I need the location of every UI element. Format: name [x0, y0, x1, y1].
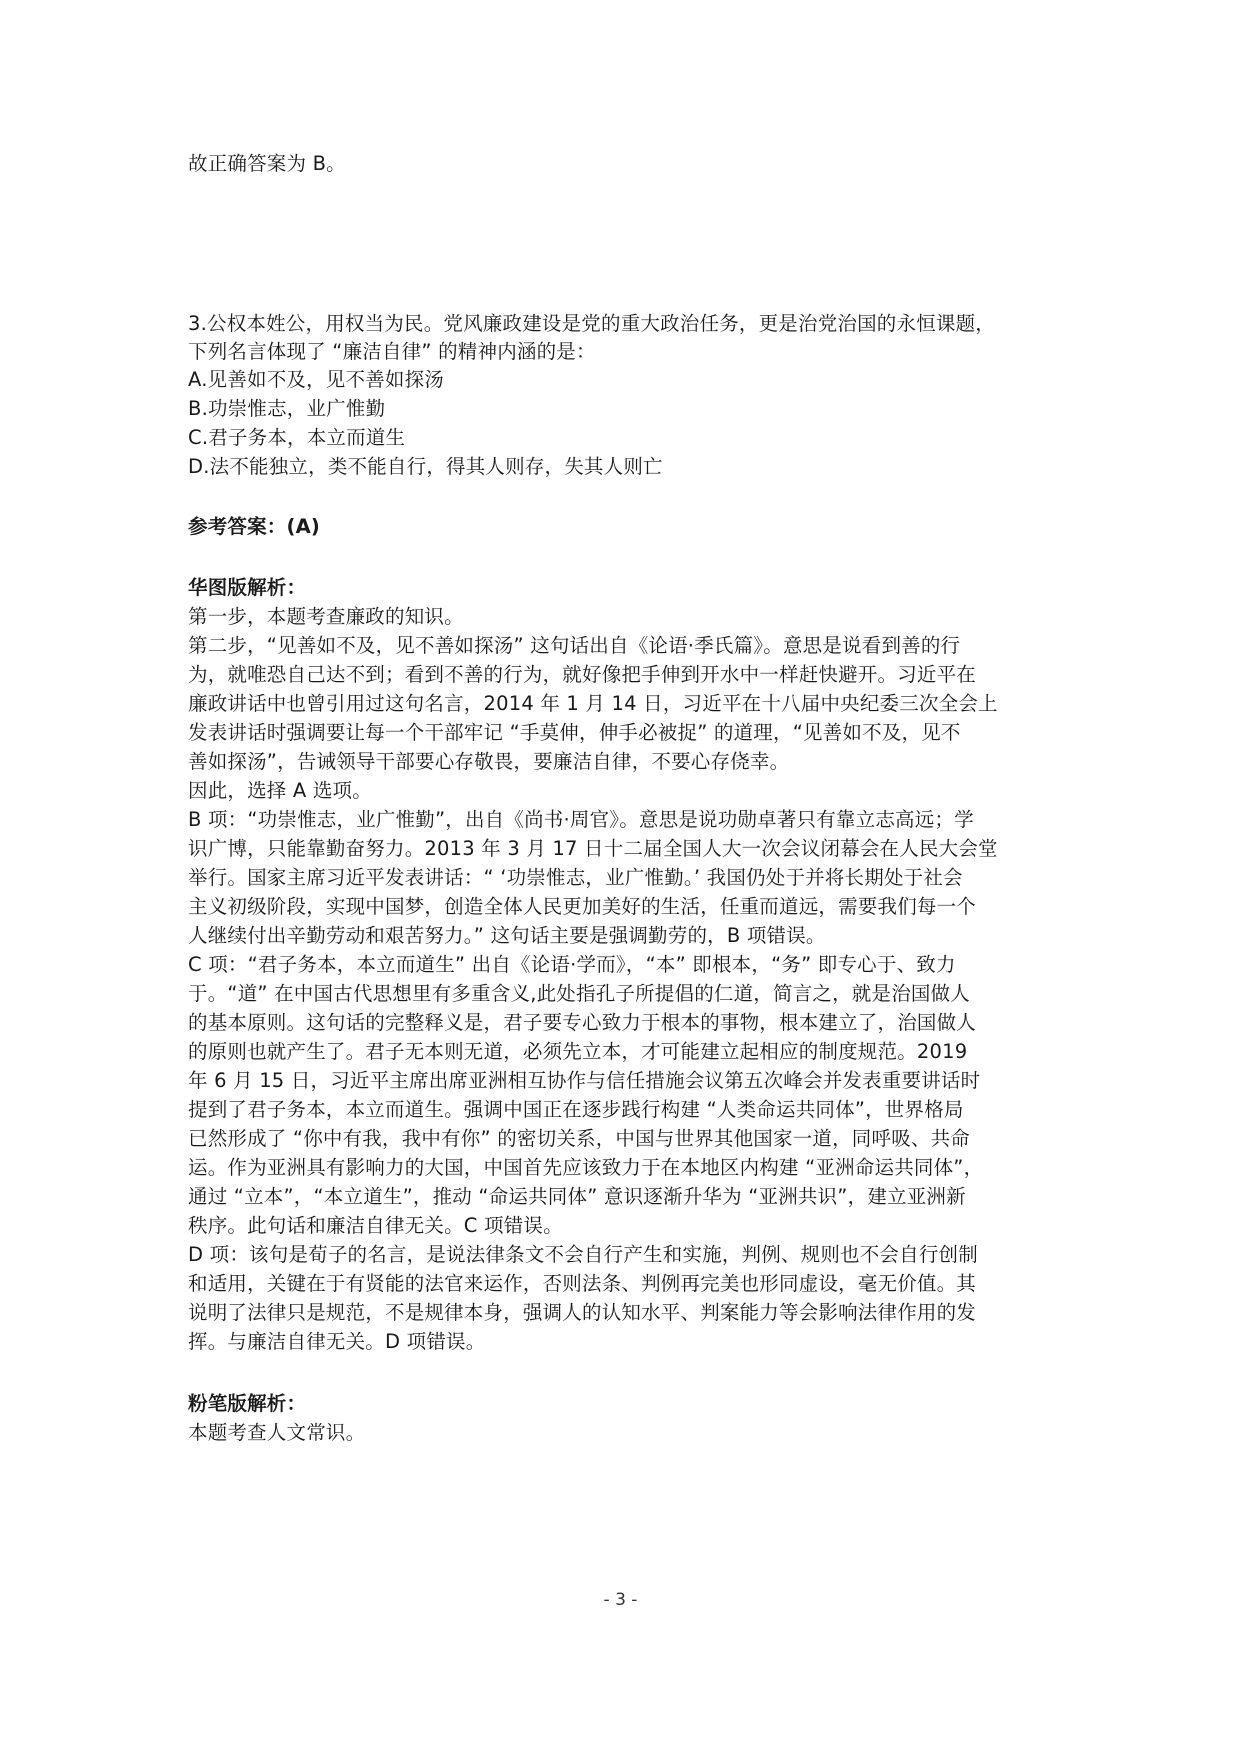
huatu-line: 善如探汤”，告诫领导干部要心存敬畏，要廉洁自律，不要心存侥幸。 [188, 750, 790, 773]
huatu-line: 说明了法律只是规范，不是规律本身，强调人的认知水平、判案能力等会影响法律作用的发 [188, 1301, 977, 1324]
question-stem-line-2: 下列名言体现了 “廉洁自律” 的精神内涵的是： [188, 340, 596, 363]
huatu-line: 主义初级阶段，实现中国梦，创造全体人民更加美好的生活，任重而道远，需要我们每一个 [188, 895, 977, 918]
huatu-line: 廉政讲话中也曾引用过这句名言，2014 年 1 月 14 日，习近平在十八届中央纪委三次全会上 [188, 692, 998, 715]
huatu-line: 和适用，关键在于有贤能的法官来运作，否则法条、判例再完美也形同虚设，毫无价值。其 [188, 1272, 977, 1295]
huatu-line: 第二步，“见善如不及，见不善如探汤” 这句话出自《论语·季氏篇》。意思是说看到善的行 [188, 634, 961, 657]
huatu-line: 的基本原则。这句话的完整释义是，君子要专心致力于根本的事物，根本建立了，治国做人 [188, 1011, 977, 1034]
huatu-line: 为，就唯恐自己达不到；看到不善的行为，就好像把手伸到开水中一样赶快避开。习近平在 [188, 663, 977, 686]
huatu-line: 年 6 月 15 日，习近平主席出席亚洲相互协作与信任措施会议第五次峰会并发表重要讲话时 [188, 1069, 981, 1092]
option-c: C.君子务本，本立而道生 [188, 426, 406, 449]
huatu-line: 通过 “立本”，“本立道生”，推动 “命运共同体” 意识逐渐升华为 “亚洲共识”，建立亚洲新 [188, 1185, 966, 1208]
huatu-line: 已然形成了 “你中有我，我中有你” 的密切关系，中国与世界其他国家一道，同呼吸、共命 [188, 1127, 971, 1150]
fenbi-line: 本题考查人文常识。 [188, 1421, 366, 1444]
huatu-line: 挥。与廉洁自律无关。D 项错误。 [188, 1330, 486, 1353]
huatu-line: 举行。国家主席习近平发表讲话：“ ‘功崇惟志，业广惟勤。’ 我国仍处于并将长期处于社会 [188, 866, 963, 889]
option-a: A.见善如不及，见不善如探汤 [188, 368, 444, 391]
page-number: - 3 - [603, 1590, 638, 1610]
huatu-line: 运。作为亚洲具有影响力的大国，中国首先应该致力于在本地区内构建 “亚洲命运共同体”， [188, 1156, 984, 1179]
huatu-line: 因此，选择 A 选项。 [188, 779, 372, 802]
huatu-analysis-heading: 华图版解析： [188, 576, 307, 599]
huatu-line: D 项：该句是荀子的名言，是说法律条文不会自行产生和实施，判例、规则也不会自行创制 [188, 1243, 978, 1266]
huatu-line: 发表讲话时强调要让每一个干部牢记 “手莫伸，伸手必被捉” 的道理，“见善如不及，见不 [188, 721, 961, 744]
previous-answer-conclusion: 故正确答案为 B。 [188, 152, 346, 175]
huatu-line: 人继续付出辛勤劳动和艰苦努力。” 这句话主要是强调勤劳的，B 项错误。 [188, 924, 826, 947]
huatu-line: 第一步，本题考查廉政的知识。 [188, 605, 464, 628]
question-stem-line-1: 3.公权本姓公，用权当为民。党风廉政建设是党的重大政治任务，更是治党治国的永恒课题， [188, 312, 996, 335]
option-d: D.法不能独立，类不能自行，得其人则存，失其人则亡 [188, 455, 663, 478]
huatu-line: 于。“道” 在中国古代思想里有多重含义,此处指孔子所提倡的仁道，简言之，就是治国做人 [188, 982, 971, 1005]
huatu-line: 识广博，只能靠勤奋努力。2013 年 3 月 17 日十二届全国人大一次会议闭幕会在人民大会堂 [188, 837, 998, 860]
huatu-line: 秩序。此句话和廉洁自律无关。C 项错误。 [188, 1214, 563, 1237]
option-b: B.功崇惟志，业广惟勤 [188, 397, 386, 420]
huatu-line: B 项：“功崇惟志，业广惟勤”，出自《尚书·周官》。意思是说功勋卓著只有靠立志高远；学 [188, 808, 974, 831]
huatu-line: 提到了君子务本，本立而道生。强调中国正在逐步践行构建 “人类命运共同体”，世界格局 [188, 1098, 964, 1121]
huatu-line: C 项：“君子务本，本立而道生” 出自《论语·学而》，“本” 即根本，“务” 即专心于、致力 [188, 953, 956, 976]
fenbi-analysis-heading: 粉笔版解析： [188, 1392, 307, 1415]
huatu-line: 的原则也就产生了。君子无本则无道，必须先立本，才可能建立起相应的制度规范。2019 [188, 1040, 968, 1063]
reference-answer: 参考答案：(A) [188, 515, 321, 538]
